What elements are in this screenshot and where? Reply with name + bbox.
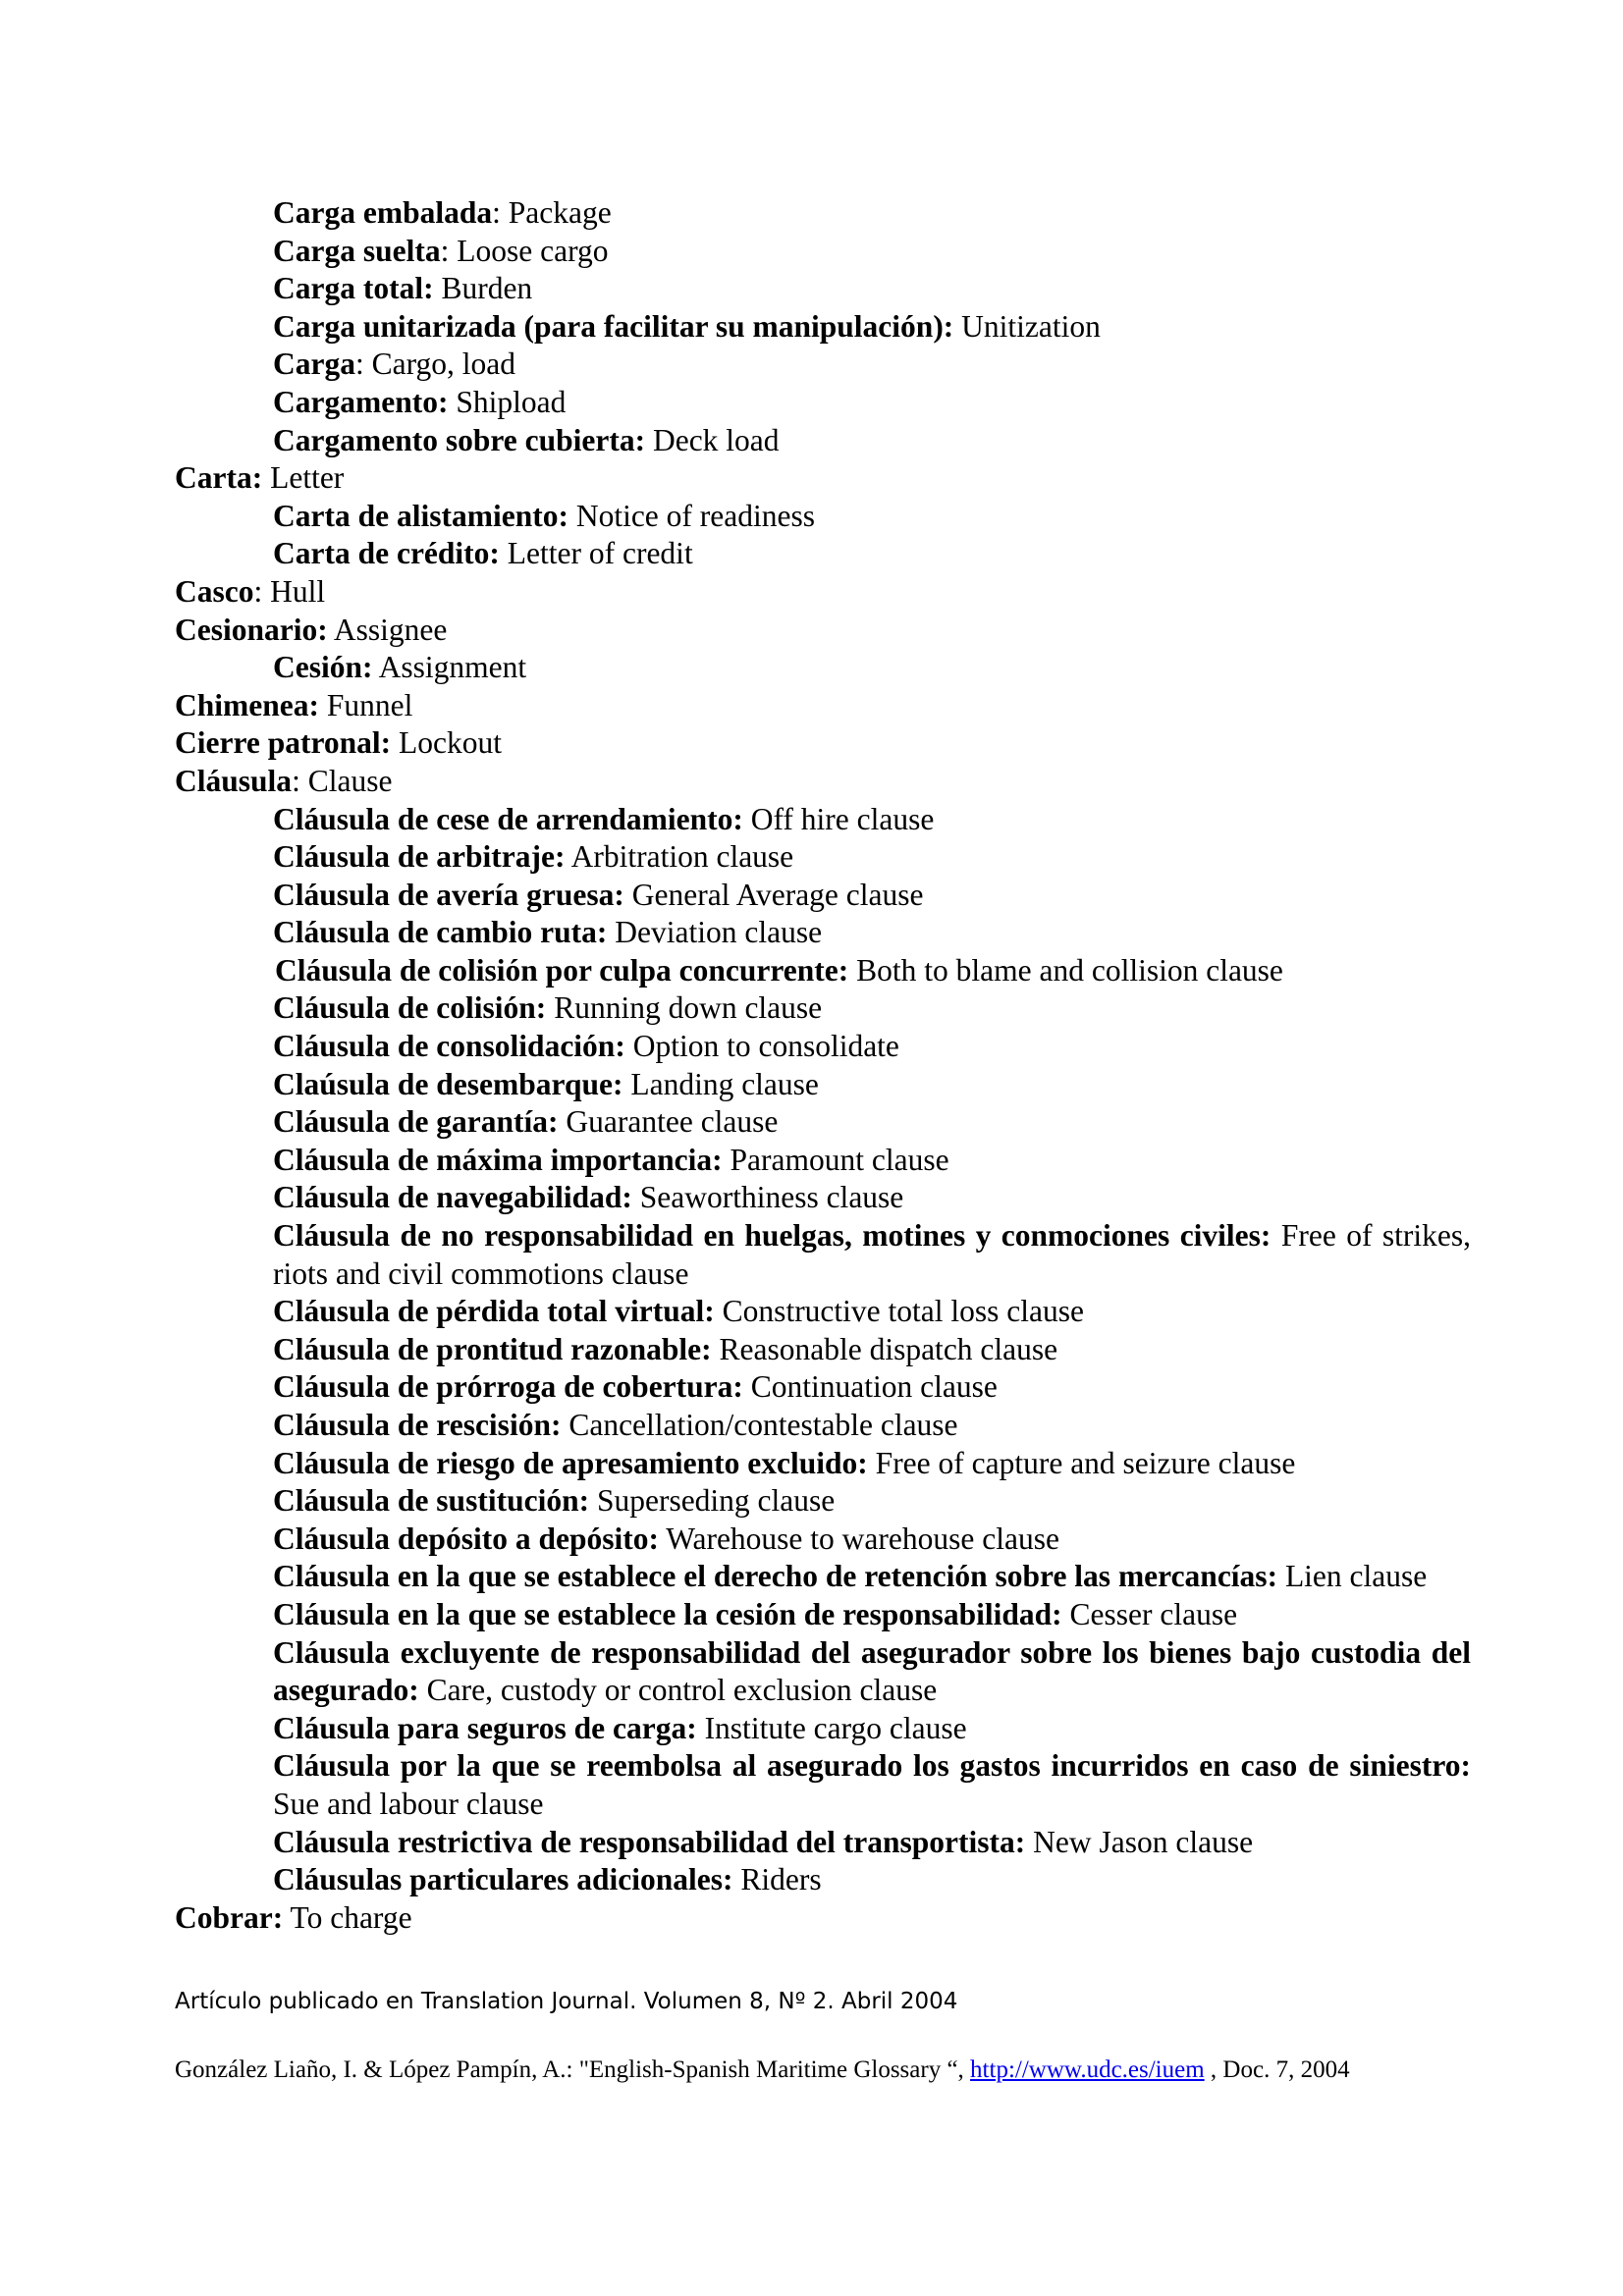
glossary-definition: Hull — [262, 573, 326, 609]
glossary-entry — [175, 1368, 1471, 1407]
glossary-entry — [175, 1179, 1471, 1217]
glossary-definition: Notice of readiness — [568, 498, 815, 533]
glossary-term: Cesionario: — [175, 612, 328, 647]
glossary-definition: Warehouse to warehouse clause — [658, 1521, 1059, 1556]
glossary-definition: Burden — [433, 271, 533, 306]
citation-suffix: , Doc. 7, 2004 — [1204, 2056, 1350, 2083]
glossary-entry — [175, 1331, 1471, 1369]
glossary-definition: General Average clause — [623, 877, 924, 912]
glossary-definition: Shipload — [448, 384, 567, 419]
glossary-term: Carga embalada — [273, 195, 493, 230]
glossary-definition: Paramount clause — [722, 1142, 949, 1177]
glossary-definition: Funnel — [318, 687, 413, 722]
publication-note: Artículo publicado en Translation Journal. Volumen 8, Nº 2. Abril 2004 — [175, 1989, 958, 2014]
glossary-definition: Cancellation/contestable clause — [561, 1408, 958, 1442]
glossary-definition: Guarantee clause — [558, 1104, 779, 1140]
glossary-entry — [175, 649, 1471, 687]
glossary-entry — [175, 724, 1471, 763]
glossary-entry — [175, 877, 1471, 915]
glossary-term: Cláusula de navegabilidad: — [273, 1180, 632, 1215]
glossary-term: Cláusula para seguros de carga: — [273, 1710, 697, 1745]
citation-text: González Liaño, I. & López Pampín, A.: "English-Spanish Maritime Glossary “, — [175, 2056, 971, 2083]
glossary-entry — [175, 233, 1471, 271]
glossary-entry — [175, 384, 1471, 422]
glossary-term: Cláusula de sustitución: — [273, 1483, 590, 1519]
glossary-entry — [175, 308, 1471, 347]
glossary-term: Cláusula en la que se establece la cesión de responsabilidad: — [273, 1596, 1062, 1631]
glossary-definition: Letter of credit — [499, 536, 693, 571]
glossary-term: Carga unitarizada (para facilitar su manipulación): — [273, 308, 954, 344]
glossary-definition: Assignee — [327, 612, 448, 647]
glossary-term: Cláusula de garantía: — [273, 1104, 559, 1140]
glossary-term: Cláusula de máxima importancia: — [273, 1142, 723, 1177]
glossary-term: Cláusula de riesgo de apresamiento excluido: — [273, 1445, 868, 1480]
glossary-definition: Off hire clause — [742, 801, 935, 836]
glossary-term: Cláusula de cese de arrendamiento: — [273, 801, 743, 836]
glossary-entry — [175, 914, 1471, 952]
glossary-definition: Option to consolidate — [624, 1029, 899, 1064]
glossary-separator: : — [292, 763, 300, 798]
glossary-definition: Reasonable dispatch clause — [711, 1331, 1058, 1366]
glossary-term: Cláusula de consolidación: — [273, 1029, 625, 1064]
glossary-term: Casco — [175, 573, 254, 609]
glossary-definition: Running down clause — [546, 990, 823, 1026]
glossary-term: Claúsula de desembarque: — [273, 1066, 623, 1101]
glossary-entry — [175, 535, 1471, 573]
glossary-definition: Loose cargo — [449, 233, 609, 268]
glossary-entry — [175, 422, 1471, 460]
glossary-term: Cláusula depósito a depósito: — [273, 1521, 659, 1556]
glossary-definition: Both to blame and collision clause — [848, 952, 1283, 988]
glossary-definition: Package — [500, 195, 612, 230]
glossary-entry — [175, 1066, 1471, 1104]
glossary-entry — [175, 1747, 1471, 1823]
glossary-definition: Lockout — [391, 725, 503, 761]
glossary-term: Cierre patronal: — [175, 725, 392, 761]
glossary-entry — [175, 573, 1471, 612]
glossary-term: Cláusula excluyente de responsabilidad del asegurador sobre los bienes bajo custodia del asegurado: — [273, 1634, 1471, 1708]
glossary-term: Carta de crédito: — [273, 536, 500, 571]
glossary-term: Cargamento: — [273, 384, 449, 419]
glossary-term: Cláusula de pérdida total virtual: — [273, 1294, 715, 1329]
glossary-definition: Riders — [732, 1862, 822, 1897]
glossary-entry — [175, 1142, 1471, 1180]
glossary-term: Cobrar: — [175, 1899, 284, 1935]
glossary-entry — [175, 989, 1471, 1028]
citation-link[interactable]: http://www.udc.es/iuem — [970, 2056, 1205, 2083]
glossary-entry — [175, 1217, 1471, 1293]
glossary-definition: Superseding clause — [589, 1483, 836, 1519]
glossary-entry — [175, 763, 1471, 801]
glossary-term: Carta: — [175, 460, 263, 496]
glossary-entry — [175, 952, 1471, 990]
glossary-separator: : — [253, 573, 263, 609]
glossary-definition: Free of capture and seizure clause — [867, 1445, 1296, 1480]
glossary-term: Cláusula en la que se establece el derecho de retención sobre las mercancías: — [273, 1559, 1278, 1594]
glossary-term: Cesión: — [273, 650, 373, 685]
glossary-entry — [175, 1634, 1471, 1710]
glossary-term: Cláusula de prórroga de cobertura: — [273, 1369, 743, 1405]
glossary-definition: Constructive total loss clause — [714, 1294, 1084, 1329]
glossary-definition: Assignment — [372, 650, 527, 685]
glossary-separator: : — [440, 233, 450, 268]
glossary-definition: Arbitration clause — [565, 839, 794, 875]
glossary-definition: To charge — [283, 1899, 412, 1935]
glossary-definition: Free of strikes, riots and civil commotions clause — [273, 1218, 1471, 1291]
glossary-entry — [175, 459, 1471, 498]
glossary-term: Cláusula restrictiva de responsabilidad del transportista: — [273, 1824, 1026, 1859]
glossary-definition: Institute cargo clause — [696, 1710, 967, 1745]
glossary-term: Cláusula de colisión por culpa concurrente: — [275, 952, 849, 988]
glossary-term: Cláusula de cambio ruta: — [273, 915, 608, 950]
glossary-definition: Cargo, load — [363, 347, 516, 382]
glossary-definition: Unitization — [953, 308, 1101, 344]
glossary-term: Cláusula de no responsabilidad en huelgas, motines y conmociones civiles: — [273, 1218, 1271, 1254]
glossary-term: Chimenea: — [175, 687, 319, 722]
glossary-entry — [175, 1028, 1471, 1066]
glossary-definition: Sue and labour clause — [273, 1786, 544, 1821]
glossary-term: Cláusula de prontitud razonable: — [273, 1331, 712, 1366]
glossary-entry — [175, 498, 1471, 536]
glossary-term: Cláusula de arbitraje: — [273, 839, 566, 875]
glossary-entry — [175, 1861, 1471, 1899]
glossary-definition: Continuation clause — [742, 1369, 998, 1405]
glossary-entry — [175, 1710, 1471, 1748]
glossary-definition: Seaworthiness clause — [631, 1180, 904, 1215]
glossary-definition: New Jason clause — [1025, 1824, 1254, 1859]
glossary-term: Cláusula de colisión: — [273, 990, 547, 1026]
glossary-entry — [175, 1482, 1471, 1521]
glossary-entry — [175, 1521, 1471, 1559]
glossary-entry — [175, 1407, 1471, 1445]
glossary-definition: Clause — [299, 763, 393, 798]
glossary-term: Carta de alistamiento: — [273, 498, 568, 533]
glossary-term: Cláusula — [175, 763, 293, 798]
glossary-entry — [175, 612, 1471, 650]
glossary-entry — [175, 1445, 1471, 1483]
glossary-entry — [175, 1293, 1471, 1331]
glossary-entry — [175, 687, 1471, 725]
glossary-definition: Cesser clause — [1061, 1596, 1238, 1631]
citation — [175, 2056, 1471, 2085]
glossary-list — [175, 194, 1471, 1937]
glossary-term: Carga — [273, 347, 355, 382]
glossary-entry — [175, 838, 1471, 877]
glossary-term: Cláusulas particulares adicionales: — [273, 1862, 733, 1897]
glossary-entry — [175, 346, 1471, 384]
glossary-term: Cargamento sobre cubierta: — [273, 422, 646, 457]
glossary-entry — [175, 194, 1471, 233]
glossary-entry — [175, 1596, 1471, 1634]
glossary-entry — [175, 1558, 1471, 1596]
glossary-term: Cláusula por la que se reembolsa al asegurado los gastos incurridos en caso de siniestro: — [273, 1748, 1471, 1784]
glossary-entry — [175, 1824, 1471, 1862]
glossary-term: Carga total: — [273, 271, 434, 306]
glossary-entry — [175, 801, 1471, 839]
glossary-separator: : — [354, 347, 364, 382]
glossary-term: Carga suelta — [273, 233, 441, 268]
glossary-definition: Deviation clause — [607, 915, 823, 950]
glossary-entry — [175, 1899, 1471, 1938]
glossary-term: Cláusula de avería gruesa: — [273, 877, 624, 912]
glossary-definition: Care, custody or control exclusion clause — [418, 1673, 938, 1708]
glossary-definition: Lien clause — [1277, 1559, 1428, 1594]
glossary-term: Cláusula de rescisión: — [273, 1408, 562, 1442]
glossary-definition: Deck load — [645, 422, 780, 457]
glossary-separator: : — [492, 195, 501, 230]
glossary-entry — [175, 1103, 1471, 1142]
glossary-entry — [175, 270, 1471, 308]
glossary-definition: Landing clause — [622, 1066, 819, 1101]
glossary-definition: Letter — [262, 460, 345, 496]
